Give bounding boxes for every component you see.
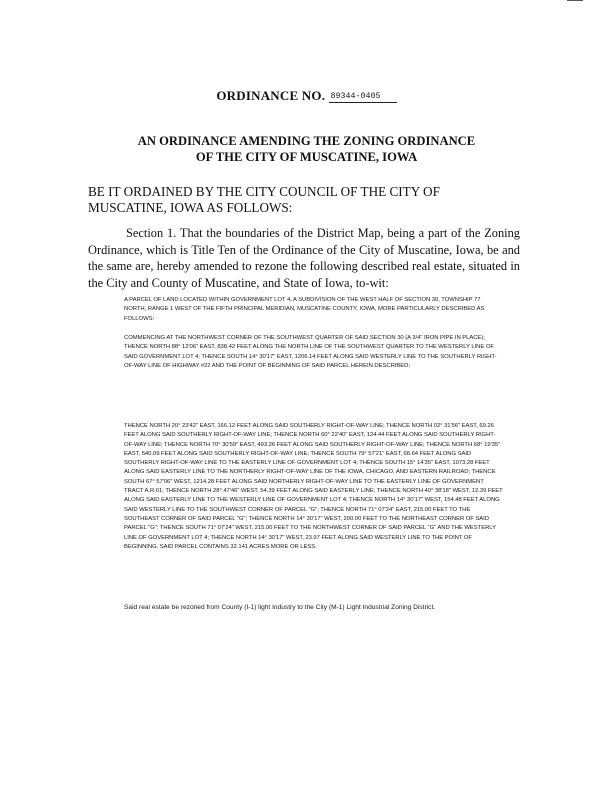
section-1-text: Section 1. That the boundaries of the District Map, being a part of the Zoning Ordinance, which is Title Ten of the Ordinance of the City of Muscatine, Iowa, be and the same are, hereby amended to rezone the following described real estate, situated in the City and County of Muscatine, and State of Iowa, to-wit: — [88, 226, 520, 290]
rezone-statement: Said real estate be rezoned from County (I-1) light Industry to the City (M-1) Light Industrial Zoning District. — [124, 604, 436, 611]
enacting-clause: BE IT ORDAINED BY THE CITY COUNCIL OF THE CITY OF MUSCATINE, IOWA AS FOLLOWS: — [88, 184, 440, 215]
ordinance-title — [0, 88, 613, 104]
heading-line-1: AN ORDINANCE AMENDING THE ZONING ORDINANCE — [137, 134, 476, 148]
heading-line-2: OF THE CITY OF MUSCATINE, IOWA — [195, 150, 418, 164]
ordinance-label: ORDINANCE NO. — [216, 88, 326, 103]
corner-mark — [567, 0, 583, 1]
legal-description-1: A PARCEL OF LAND LOCATED WITHIN GOVERNMENT LOT 4, A SUBDIVISION OF THE WEST HALF OF SECTION 30, TOWNSHIP 77 NORTH, RANGE 1 WEST OF THE FIFTH PRINCIPAL MERIDIAN, MUSCATINE COUNTY, IOWA, MORE PARTICULARLY DESCRIBED AS FOLLOWS: — [124, 297, 485, 322]
section-1-paragraph — [88, 225, 520, 291]
legal-description-2: COMMENCING AT THE NORTHWEST CORNER OF THE SOUTHWEST QUARTER OF SAID SECTION 30 (A 3/4" IRON PIPE IN PLACE); THENCE NORTH 88° 12'06" EAST, 838.42 FEET ALONG THE NORTH LINE OF THE SOUTHWEST QUARTER TO THE WESTERLY LINE OF SAID GOVERNMENT LOT 4; THENCE SOUTH 14° 30'17" EAST, 1206.14 FEET ALONG SAID WESTERLY LINE TO THE SOUTHERLY RIGHT-OF-WAY LINE OF HIGHWAY #22 AND THE POINT OF BEGINNING OF SAID PARCEL HEREIN DESCRIBED; — [124, 335, 497, 369]
legal-description-3: THENCE NORTH 20° 23'42" EAST, 166.12 FEET ALONG SAID SOUTHERLY RIGHT-OF-WAY LINE; THENCE NORTH 02° 31'56" EAST, 69.26 FEET ALONG SAID SOUTHERLY RIGHT-OF-WAY LINE; THENCE NORTH 60° 22'40" EAST, 124.44 FEET ALONG SAID SOUTHERLY RIGHT-OF-WAY LINE; THENCE NORTH 70° 30'59" EAST, 493.26 FEET ALONG SAID SOUTHERLY RIGHT-OF-WAY LINE; THENCE NORTH 68° 19'35" EAST, 540.09 FEET ALONG SAID SOUTHERLY RIGHT-OF-WAY LINE; THENCE SOUTH 79° 57'21" EAST, 68.64 FEET ALONG SAID SOUTHERLY RIGHT-OF-WAY LINE TO THE EASTERLY LINE OF GOVERNMENT LOT 4; THENCE SOUTH 15° 14'35" EAST, 1073.28 FEET ALONG SAID EASTERLY LINE TO THE NORTHERLY RIGHT-OF-WAY LINE OF THE IOWA, CHICAGO, AND EASTERN RAILROAD; THENCE SOUTH 67° 57'06" WEST, 1214.28 FEET ALONG SAID NORTHERLY RIGHT-OF-WAY LINE TO THE EASTERLY LINE OF GOVERNMENT TRACT A.R.01; THENCE NORTH 28° 47'46" WEST, 54.39 FEET ALONG SAID EASTERLY LINE; THENCE NORTH 40° 38'18" WEST, 12.39 FEET ALONG SAID EASTERLY LINE TO THE WESTERLY LINE OF GOVERNMENT LOT 4; THENCE NORTH 14° 30'17" WEST, 154.48 FEET ALONG SAID WESTERLY LINE TO THE SOUTHWEST CORNER OF PARCEL "G"; THENCE NORTH 71° 07'24" EAST, 215.00 FEET TO THE SOUTHEAST CORNER OF SAID PARCEL "G"; THENCE NORTH 14° 30'17" WEST, 200.00 FEET TO THE NORTHEAST CORNER OF SAID PARCEL "G"; THENCE SOUTH 71° 07'24" WEST, 215.00 FEET TO THE NORTHWEST CORNER OF SAID PARCEL "G" AND THE WESTERLY LINE OF GOVERNMENT LOT 4; THENCE NORTH 14° 30'17" WEST, 23.97 FEET ALONG SAID WESTERLY LINE TO THE POINT OF BEGINNING. SAID PARCEL CONTAINS 32.141 ACRES MORE OR LESS. — [124, 423, 503, 550]
ordinance-number: 89344-0405 — [329, 92, 397, 103]
